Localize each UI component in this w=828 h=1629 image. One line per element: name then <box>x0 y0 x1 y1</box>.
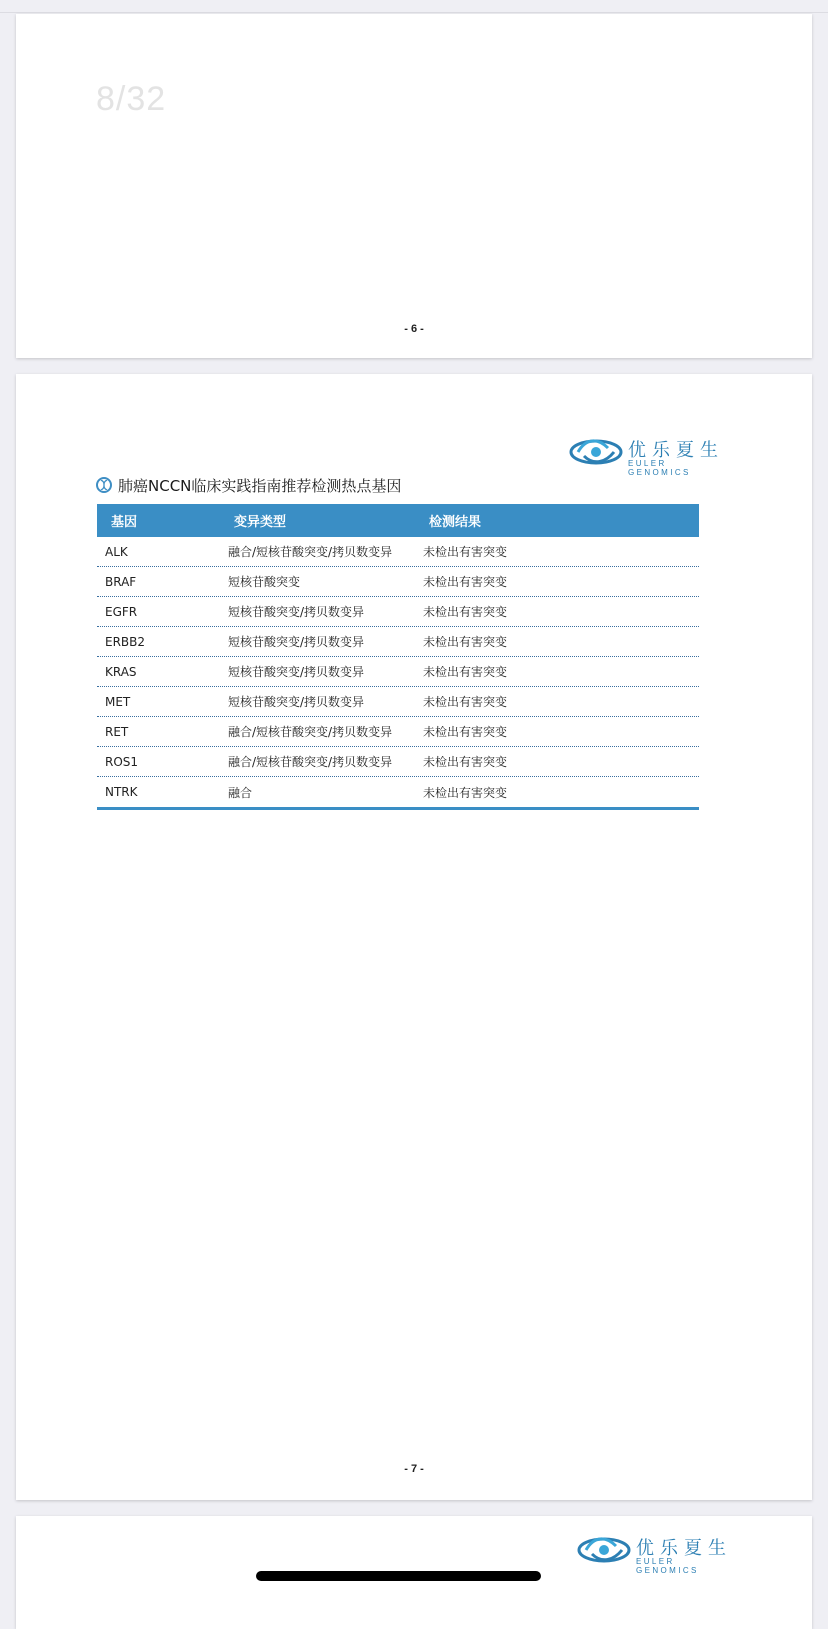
variant-type-cell: 短核苷酸突变 <box>228 575 301 589</box>
gene-cell: ROS1 <box>105 754 139 769</box>
logo-english-name: EULER GENOMICS <box>636 1557 699 1575</box>
section-heading <box>96 474 401 496</box>
variant-type-cell: 融合/短核苷酸突变/拷贝数变异 <box>228 545 393 559</box>
result-cell: 未检出有害突变 <box>423 755 508 769</box>
variant-type-cell: 短核苷酸突变/拷贝数变异 <box>228 635 365 649</box>
gene-cell: ALK <box>105 544 128 559</box>
table-row <box>97 627 699 657</box>
gene-cell: RET <box>105 724 129 739</box>
result-cell: 未检出有害突变 <box>423 695 508 709</box>
result-cell: 未检出有害突变 <box>423 575 508 589</box>
page-counter: 8/32 <box>96 80 167 118</box>
gene-cell: ERBB2 <box>105 634 146 649</box>
gene-results-table <box>97 504 699 810</box>
logo-emblem-icon <box>576 1530 632 1570</box>
table-row <box>97 777 699 810</box>
variant-type-cell: 融合 <box>228 785 253 800</box>
table-row <box>97 717 699 747</box>
result-cell: 未检出有害突变 <box>423 605 508 619</box>
header-gene: 基因 <box>111 515 138 530</box>
result-cell: 未检出有害突变 <box>423 725 508 739</box>
table-row <box>97 597 699 627</box>
company-logo <box>568 432 728 476</box>
logo-english-name: EULER GENOMICS <box>628 459 691 477</box>
result-cell: 未检出有害突变 <box>423 665 508 679</box>
gene-cell: EGFR <box>105 604 138 619</box>
gene-cell: KRAS <box>105 664 137 679</box>
variant-type-cell: 融合/短核苷酸突变/拷贝数变异 <box>228 725 393 739</box>
table-row <box>97 747 699 777</box>
logo-chinese-name: 优乐夏生 <box>628 440 724 461</box>
page-number: - 6 - <box>404 323 424 335</box>
document-page-7 <box>16 374 812 1500</box>
section-title: 肺癌NCCN临床实践指南推荐检测热点基因 <box>118 476 402 495</box>
header-result: 检测结果 <box>429 515 482 530</box>
dna-icon <box>96 477 112 493</box>
page-number: - 7 - <box>404 1463 424 1475</box>
variant-type-cell: 短核苷酸突变/拷贝数变异 <box>228 605 365 619</box>
result-cell: 未检出有害突变 <box>423 635 508 649</box>
logo-chinese-name: 优乐夏生 <box>636 1538 732 1559</box>
variant-type-cell: 短核苷酸突变/拷贝数变异 <box>228 665 365 679</box>
table-header <box>97 504 699 537</box>
logo-emblem-icon <box>568 432 624 472</box>
table-row <box>97 657 699 687</box>
table-row <box>97 537 699 567</box>
gene-cell: MET <box>105 694 131 709</box>
variant-type-cell: 短核苷酸突变/拷贝数变异 <box>228 695 365 709</box>
company-logo <box>576 1530 736 1574</box>
gene-cell: NTRK <box>105 785 138 799</box>
home-indicator[interactable] <box>256 1571 541 1581</box>
result-cell: 未检出有害突变 <box>423 545 508 559</box>
header-variant-type: 变异类型 <box>234 515 287 530</box>
result-cell: 未检出有害突变 <box>423 785 508 800</box>
top-divider <box>0 12 828 13</box>
document-page-6 <box>16 14 812 358</box>
variant-type-cell: 融合/短核苷酸突变/拷贝数变异 <box>228 755 393 769</box>
gene-cell: BRAF <box>105 574 137 589</box>
table-row <box>97 567 699 597</box>
table-row <box>97 687 699 717</box>
